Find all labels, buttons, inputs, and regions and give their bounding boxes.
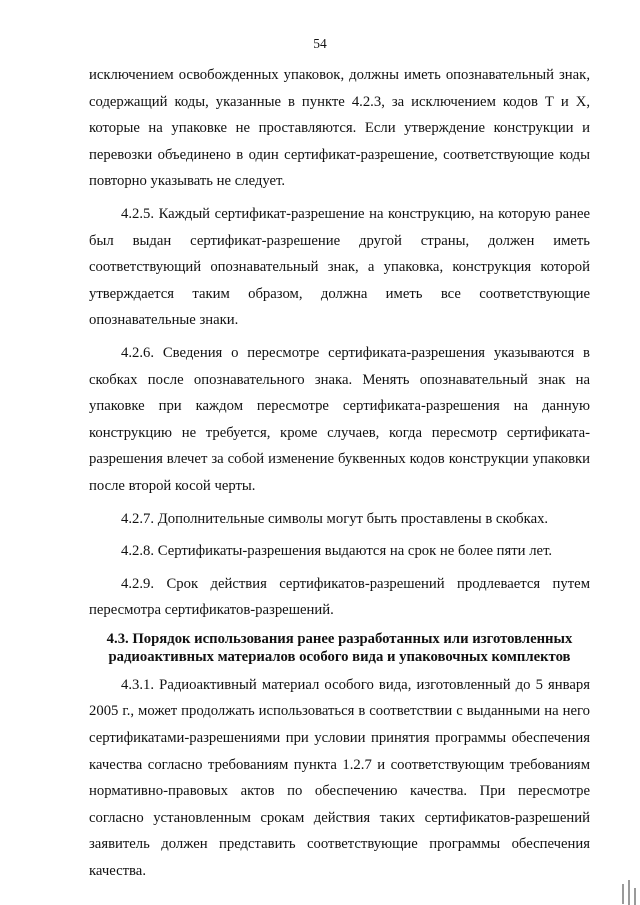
paragraph-continuation: исключением освобожденных упаковок, должны иметь опознавательный знак, содержащий коды, указанные в пункте 4.2.3, за исключением кодов Т и X, которые на упаковке не проставляются. Если утверждение конструкции и перевозки объединено в один сертификат-разрешение, соответствующие коды повторно указывать не следует. xyxy=(89,67,590,190)
document-body xyxy=(89,62,590,891)
section-heading-line-2: радиоактивных материалов особого вида и упаковочных комплектов xyxy=(108,648,571,665)
section-heading-4-3 xyxy=(89,630,590,666)
scan-artifact xyxy=(618,880,640,905)
section-heading-line-1: 4.3. Порядок использования ранее разработанных или изготовленных xyxy=(106,630,573,647)
paragraph-4-3-1: 4.3.1. Радиоактивный материал особого вида, изготовленный до 5 января 2005 г., может продолжать использоваться в соответствии с выданными на него сертификатами-разрешениями при условии принятия программы обеспечения качества согласно требованиям пункта 1.2.7 и соответствующим требованиям нормативно-правовых актов по обеспечению качества. При пересмотре согласно установленным срокам действия таких сертификатов-разрешений заявитель должен представить соответствующие программы обеспечения качества. xyxy=(89,676,590,880)
page-number: 54 xyxy=(313,36,327,51)
paragraph-4-2-6: 4.2.6. Сведения о пересмотре сертификата-разрешения указываются в скобках после опознавательного знака. Менять опознавательный знак на упаковке при каждом пересмотре сертификата-разрешения на данную конструкцию не требуется, кроме случаев, когда пересмотр сертификата-разрешения влечет за собой изменение буквенных кодов конструкции упаковки после второй косой черты. xyxy=(89,344,590,494)
paragraph-4-2-5: 4.2.5. Каждый сертификат-разрешение на конструкцию, на которую ранее был выдан сертификат-разрешение другой страны, должен иметь соответствующий опознавательный знак, а упаковка, конструкция которой утверждается таким образом, должна иметь все соответствующие опознавательные знаки. xyxy=(89,205,590,329)
paragraph-4-2-8: 4.2.8. Сертификаты-разрешения выдаются на срок не более пяти лет. xyxy=(121,543,553,560)
paragraph-4-2-9: 4.2.9. Срок действия сертификатов-разрешений продлевается путем пересмотра сертификатов-разрешений. xyxy=(89,575,590,619)
paragraph-4-2-7: 4.2.7. Дополнительные символы могут быть проставлены в скобках. xyxy=(121,510,549,527)
